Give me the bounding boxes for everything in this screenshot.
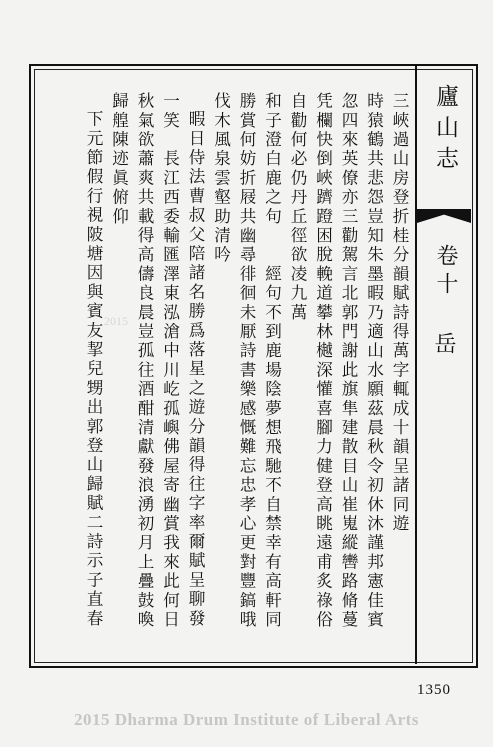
text-column: 伐木風泉雲壑助清吟 xyxy=(211,92,231,265)
volume-label: 卷十 xyxy=(433,244,458,300)
text-column: 三峽過山房登折桂分韻賦詩得萬字輒成十韻呈諸同遊 xyxy=(390,92,409,534)
text-column: 歸艎陳迹眞俯仰 xyxy=(109,92,129,227)
text-column: 暇日侍法曹叔父陪諸名勝爲落星之遊分韻得往字率爾賦呈聊發 xyxy=(186,110,205,629)
text-column: 凭欄快倒峽躋蹬困脫輓道攀林樾深懽喜腳力健登高眺遠甫炙祿俗 xyxy=(313,92,333,630)
faint-mark: 2015 xyxy=(104,314,128,328)
text-column: 勝賞何妨折屐共幽尋徘徊未厭詩書樂感慨難忘忠孝心更對豐鎬哦 xyxy=(237,92,256,630)
watermark: 2015 Dharma Drum Institute of Liberal Arts xyxy=(74,710,419,729)
text-column: 忽四來英僚亦三勸駕言北郭門謝此旗隼建散目山崔嵬縱轡路脩蔓 xyxy=(339,92,358,630)
page-number: 1350 xyxy=(417,682,451,698)
margin-mark: 岳 xyxy=(431,332,456,354)
book-title: 廬山志 xyxy=(432,84,458,177)
body-text xyxy=(44,92,412,652)
text-column: 下元節假行視陂塘因與賓友挈兒甥出郭登山歸賦二詩示子直春 xyxy=(84,110,103,629)
text-column: 時猿鶴共悲怨豈知朱墨暇乃適山水願茲晨秋令初休沐謹邦憲佳賓 xyxy=(364,92,384,630)
text-column: 和子澄白鹿之句 經句不到鹿場陰夢想飛馳不自禁幸有高軒同 xyxy=(262,92,282,630)
text-column: 一笑 長江西委輸匯澤東泓滄中川屹孤嶼佛屋寄幽賞我來此何日 xyxy=(160,92,180,630)
text-column: 秋氣欲蕭爽共載得高儔良晨豈孤往酒酣清獻發浪湧初月上疊鼓喚 xyxy=(135,92,154,630)
text-column: 自勸何必仍丹丘徑欲凌九萬 xyxy=(288,92,307,323)
fishtail-mark xyxy=(417,209,471,223)
margin-column xyxy=(415,64,473,664)
